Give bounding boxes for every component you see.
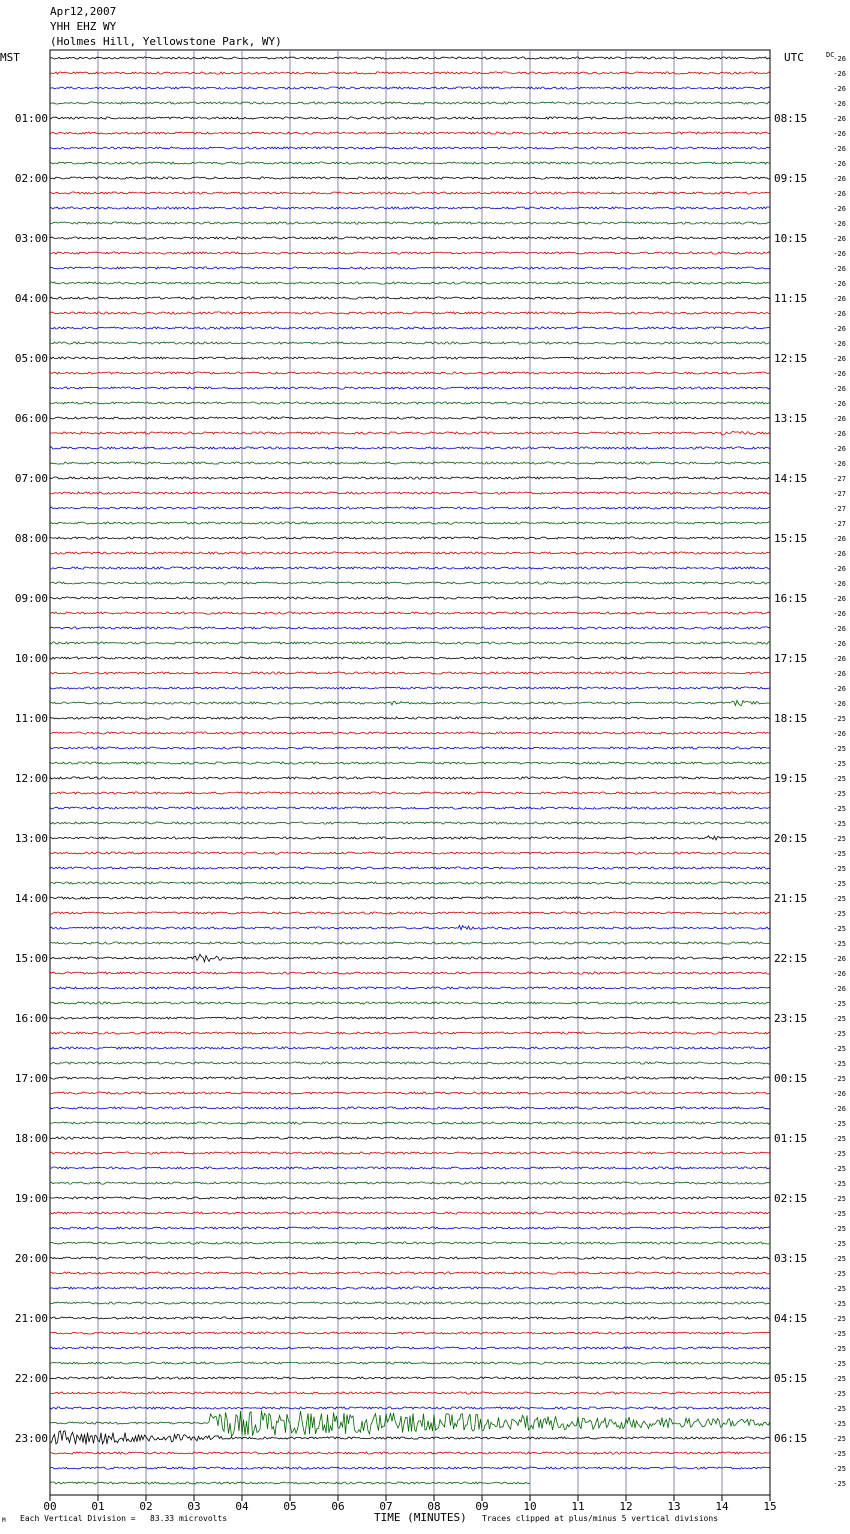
trace-row-6 — [50, 147, 770, 149]
x-tick-label-08: 08 — [427, 1500, 441, 1513]
left-time-label: 22:00 — [14, 1372, 48, 1385]
trace-row-57 — [50, 912, 770, 914]
dc-offset-83: -25 — [833, 1300, 846, 1308]
trace-row-62 — [50, 987, 770, 989]
dc-offset-15: -26 — [833, 280, 846, 288]
trace-row-27 — [50, 462, 770, 464]
dc-offset-17: -26 — [833, 310, 846, 318]
trace-row-10 — [50, 207, 770, 209]
left-time-label: 05:00 — [14, 352, 48, 365]
left-time-label: 16:00 — [14, 1012, 48, 1025]
x-tick-label-04: 04 — [235, 1500, 249, 1513]
right-time-label: 12:15 — [774, 352, 808, 365]
dc-offset-4: -26 — [833, 115, 846, 123]
trace-row-19 — [50, 342, 770, 344]
x-tick-label-07: 07 — [379, 1500, 393, 1513]
left-timezone-label: MST — [0, 51, 20, 64]
dc-offset-70: -26 — [833, 1105, 846, 1113]
trace-row-72 — [50, 1137, 770, 1139]
x-tick-label-15: 15 — [763, 1500, 777, 1513]
dc-offset-75: -25 — [833, 1180, 846, 1188]
trace-row-69 — [50, 1092, 770, 1094]
trace-row-50 — [50, 807, 770, 809]
corner-mark: M — [2, 1517, 6, 1524]
dc-offset-3: -26 — [833, 100, 846, 108]
trace-row-92 — [50, 1431, 770, 1445]
date-label: Apr12,2007 — [50, 5, 117, 18]
trace-row-61 — [50, 972, 770, 974]
dc-offset-1: -26 — [833, 70, 846, 78]
dc-offset-58: -25 — [833, 925, 846, 933]
trace-row-33 — [50, 552, 770, 554]
trace-row-42 — [50, 687, 770, 689]
dc-offset-2: -26 — [833, 85, 846, 93]
trace-row-8 — [50, 177, 770, 179]
dc-offset-36: -26 — [833, 595, 846, 603]
left-time-label: 11:00 — [14, 712, 48, 725]
right-time-label: 16:15 — [774, 592, 808, 605]
dc-offset-55: -25 — [833, 880, 846, 888]
dc-offset-90: -25 — [833, 1405, 846, 1413]
trace-row-5 — [50, 132, 770, 134]
right-time-label: 20:15 — [774, 832, 808, 845]
dc-offset-71: -25 — [833, 1120, 846, 1128]
left-time-label: 10:00 — [14, 652, 48, 665]
trace-row-40 — [50, 657, 770, 659]
dc-offset-86: -25 — [833, 1345, 846, 1353]
trace-row-44 — [50, 717, 770, 719]
trace-row-16 — [50, 297, 770, 299]
trace-row-20 — [50, 357, 770, 359]
trace-row-18 — [50, 327, 770, 329]
dc-offset-56: -25 — [833, 895, 846, 903]
trace-row-63 — [50, 1002, 770, 1004]
left-time-label: 18:00 — [14, 1132, 48, 1145]
x-tick-label-11: 11 — [571, 1500, 585, 1513]
right-time-label: 08:15 — [774, 112, 808, 125]
trace-row-9 — [50, 192, 770, 194]
dc-offset-68: -25 — [833, 1075, 846, 1083]
dc-offset-89: -25 — [833, 1390, 846, 1398]
dc-offset-81: -25 — [833, 1270, 846, 1278]
left-time-label: 09:00 — [14, 592, 48, 605]
trace-row-45 — [50, 732, 770, 734]
x-tick-label-13: 13 — [667, 1500, 681, 1513]
trace-row-93 — [50, 1452, 770, 1454]
dc-offset-7: -26 — [833, 160, 846, 168]
dc-offset-19: -26 — [833, 340, 846, 348]
trace-row-32 — [50, 537, 770, 539]
trace-row-84 — [50, 1317, 770, 1319]
trace-row-15 — [50, 282, 770, 284]
right-time-label: 11:15 — [774, 292, 808, 305]
right-time-label: 14:15 — [774, 472, 808, 485]
dc-offset-49: -25 — [833, 790, 846, 798]
dc-offset-5: -26 — [833, 130, 846, 138]
dc-offset-21: -26 — [833, 370, 846, 378]
trace-row-38 — [50, 627, 770, 629]
right-time-label: 06:15 — [774, 1432, 808, 1445]
dc-offset-84: -25 — [833, 1315, 846, 1323]
dc-offset-76: -25 — [833, 1195, 846, 1203]
right-time-label: 17:15 — [774, 652, 808, 665]
x-tick-label-01: 01 — [91, 1500, 105, 1513]
trace-row-36 — [50, 597, 770, 599]
trace-row-68 — [50, 1077, 770, 1079]
dc-offset-20: -26 — [833, 355, 846, 363]
trace-row-80 — [50, 1257, 770, 1259]
trace-row-14 — [50, 267, 770, 269]
dc-offset-79: -25 — [833, 1240, 846, 1248]
right-time-label: 03:15 — [774, 1252, 808, 1265]
trace-row-31 — [50, 522, 770, 524]
trace-row-37 — [50, 612, 770, 614]
x-axis-title: TIME (MINUTES) — [374, 1511, 467, 1524]
dc-offset-69: -26 — [833, 1090, 846, 1098]
dc-offset-59: -25 — [833, 940, 846, 948]
trace-row-24 — [50, 417, 770, 419]
trace-row-77 — [50, 1212, 770, 1214]
trace-row-53 — [50, 852, 770, 854]
trace-row-71 — [50, 1122, 770, 1124]
trace-row-48 — [50, 777, 770, 779]
left-time-label: 04:00 — [14, 292, 48, 305]
dc-offset-12: -26 — [833, 235, 846, 243]
dc-offset-57: -25 — [833, 910, 846, 918]
dc-offset-51: -25 — [833, 820, 846, 828]
dc-offset-28: -27 — [833, 475, 846, 483]
dc-offset-48: -25 — [833, 775, 846, 783]
trace-row-43 — [50, 700, 770, 705]
trace-row-94 — [50, 1467, 770, 1469]
dc-offset-42: -26 — [833, 685, 846, 693]
dc-offset-22: -26 — [833, 385, 846, 393]
trace-row-88 — [50, 1377, 770, 1379]
dc-offset-18: -26 — [833, 325, 846, 333]
trace-row-81 — [50, 1272, 770, 1274]
left-time-label: 07:00 — [14, 472, 48, 485]
dc-offset-30: -27 — [833, 505, 846, 513]
dc-offset-88: -25 — [833, 1375, 846, 1383]
trace-row-3 — [50, 102, 770, 104]
dc-offset-13: -26 — [833, 250, 846, 258]
trace-row-60 — [50, 954, 770, 962]
dc-offset-8: -26 — [833, 175, 846, 183]
trace-row-39 — [50, 642, 770, 644]
dc-offset-92: -25 — [833, 1435, 846, 1443]
trace-row-46 — [50, 747, 770, 749]
dc-offset-87: -25 — [833, 1360, 846, 1368]
dc-offset-74: -25 — [833, 1165, 846, 1173]
dc-offset-82: -25 — [833, 1285, 846, 1293]
left-time-label: 17:00 — [14, 1072, 48, 1085]
trace-row-64 — [50, 1017, 770, 1019]
x-tick-label-03: 03 — [187, 1500, 201, 1513]
station-label: YHH EHZ WY — [50, 20, 117, 33]
trace-row-4 — [50, 117, 770, 119]
trace-row-70 — [50, 1107, 770, 1109]
trace-row-89 — [50, 1392, 770, 1394]
dc-offset-65: -25 — [833, 1030, 846, 1038]
trace-row-90 — [50, 1407, 770, 1409]
trace-row-75 — [50, 1182, 770, 1184]
x-tick-label-00: 00 — [43, 1500, 57, 1513]
left-time-label: 23:00 — [14, 1432, 48, 1445]
dc-offset-52: -25 — [833, 835, 846, 843]
clip-note: Traces clipped at plus/minus 5 vertical divisions — [482, 1514, 719, 1523]
right-time-label: 10:15 — [774, 232, 808, 245]
dc-offset-53: -25 — [833, 850, 846, 858]
dc-offset-60: -26 — [833, 955, 846, 963]
trace-row-76 — [50, 1197, 770, 1199]
left-time-label: 06:00 — [14, 412, 48, 425]
trace-row-78 — [50, 1227, 770, 1229]
trace-row-91 — [50, 1411, 770, 1437]
trace-row-58 — [50, 925, 770, 929]
dc-offset-27: -26 — [833, 460, 846, 468]
trace-row-86 — [50, 1347, 770, 1349]
right-time-label: 13:15 — [774, 412, 808, 425]
trace-row-23 — [50, 402, 770, 404]
scale-note: Each Vertical Division = 83.33 microvolts — [20, 1514, 228, 1523]
right-time-label: 00:15 — [774, 1072, 808, 1085]
dc-offset-11: -26 — [833, 220, 846, 228]
dc-offset-43: -26 — [833, 700, 846, 708]
right-time-label: 15:15 — [774, 532, 808, 545]
dc-offset-64: -25 — [833, 1015, 846, 1023]
trace-row-59 — [50, 942, 770, 944]
trace-row-13 — [50, 252, 770, 254]
dc-offset-41: -26 — [833, 670, 846, 678]
dc-offset-61: -26 — [833, 970, 846, 978]
dc-offset-77: -25 — [833, 1210, 846, 1218]
trace-row-34 — [50, 567, 770, 569]
dc-offset-26: -26 — [833, 445, 846, 453]
dc-offset-6: -26 — [833, 145, 846, 153]
trace-row-49 — [50, 792, 770, 794]
x-tick-label-10: 10 — [523, 1500, 537, 1513]
trace-row-52 — [50, 836, 770, 840]
dc-offset-45: -26 — [833, 730, 846, 738]
dc-offset-25: -26 — [833, 430, 846, 438]
trace-row-11 — [50, 222, 770, 224]
trace-row-26 — [50, 447, 770, 449]
dc-offset-16: -26 — [833, 295, 846, 303]
right-time-label: 21:15 — [774, 892, 808, 905]
left-time-label: 20:00 — [14, 1252, 48, 1265]
trace-row-28 — [50, 477, 770, 479]
dc-offset-39: -26 — [833, 640, 846, 648]
dc-offset-37: -26 — [833, 610, 846, 618]
right-time-label: 09:15 — [774, 172, 808, 185]
trace-row-55 — [50, 882, 770, 884]
trace-row-21 — [50, 372, 770, 374]
trace-row-56 — [50, 897, 770, 899]
trace-row-65 — [50, 1032, 770, 1034]
dc-offset-47: -25 — [833, 760, 846, 768]
trace-row-79 — [50, 1242, 770, 1244]
trace-row-66 — [50, 1047, 770, 1049]
location-label: (Holmes Hill, Yellowstone Park, WY) — [50, 35, 282, 48]
dc-offset-23: -26 — [833, 400, 846, 408]
trace-row-67 — [50, 1062, 770, 1064]
left-time-label: 08:00 — [14, 532, 48, 545]
trace-row-17 — [50, 312, 770, 314]
trace-row-35 — [50, 582, 770, 584]
dc-offset-50: -25 — [833, 805, 846, 813]
x-tick-label-05: 05 — [283, 1500, 297, 1513]
x-tick-label-02: 02 — [139, 1500, 153, 1513]
left-time-label: 13:00 — [14, 832, 48, 845]
trace-row-30 — [50, 507, 770, 509]
dc-offset-72: -25 — [833, 1135, 846, 1143]
trace-row-2 — [50, 87, 770, 89]
dc-offset-34: -26 — [833, 565, 846, 573]
left-time-label: 12:00 — [14, 772, 48, 785]
trace-row-29 — [50, 492, 770, 494]
dc-offset-46: -25 — [833, 745, 846, 753]
trace-row-1 — [50, 72, 770, 74]
dc-offset-9: -26 — [833, 190, 846, 198]
trace-row-85 — [50, 1332, 770, 1334]
dc-header-label: DC — [826, 51, 835, 59]
dc-offset-85: -25 — [833, 1330, 846, 1338]
dc-offset-33: -26 — [833, 550, 846, 558]
dc-offset-94: -25 — [833, 1465, 846, 1473]
dc-offset-91: -25 — [833, 1420, 846, 1428]
left-time-label: 01:00 — [14, 112, 48, 125]
x-tick-label-09: 09 — [475, 1500, 489, 1513]
dc-offset-0: -26 — [833, 55, 846, 63]
trace-row-83 — [50, 1302, 770, 1304]
trace-row-74 — [50, 1167, 770, 1169]
dc-offset-35: -26 — [833, 580, 846, 588]
dc-offset-62: -26 — [833, 985, 846, 993]
left-time-label: 21:00 — [14, 1312, 48, 1325]
left-time-label: 14:00 — [14, 892, 48, 905]
dc-offset-44: -25 — [833, 715, 846, 723]
x-tick-label-12: 12 — [619, 1500, 633, 1513]
right-time-label: 19:15 — [774, 772, 808, 785]
trace-row-47 — [50, 762, 770, 764]
left-time-label: 03:00 — [14, 232, 48, 245]
dc-offset-93: -25 — [833, 1450, 846, 1458]
dc-offset-10: -26 — [833, 205, 846, 213]
right-time-label: 23:15 — [774, 1012, 808, 1025]
right-time-label: 18:15 — [774, 712, 808, 725]
trace-row-7 — [50, 162, 770, 164]
x-tick-label-06: 06 — [331, 1500, 345, 1513]
trace-row-12 — [50, 237, 770, 239]
left-time-label: 19:00 — [14, 1192, 48, 1205]
trace-row-25 — [50, 431, 770, 435]
right-timezone-label: UTC — [784, 51, 804, 64]
dc-offset-31: -27 — [833, 520, 846, 528]
right-time-label: 22:15 — [774, 952, 808, 965]
right-time-label: 02:15 — [774, 1192, 808, 1205]
right-time-label: 05:15 — [774, 1372, 808, 1385]
trace-row-41 — [50, 672, 770, 674]
trace-row-54 — [50, 867, 770, 869]
dc-offset-32: -26 — [833, 535, 846, 543]
right-time-label: 04:15 — [774, 1312, 808, 1325]
dc-offset-73: -25 — [833, 1150, 846, 1158]
dc-offset-14: -26 — [833, 265, 846, 273]
dc-offset-78: -25 — [833, 1225, 846, 1233]
dc-offset-24: -26 — [833, 415, 846, 423]
dc-offset-54: -25 — [833, 865, 846, 873]
left-time-label: 02:00 — [14, 172, 48, 185]
trace-row-73 — [50, 1152, 770, 1154]
dc-offset-38: -26 — [833, 625, 846, 633]
trace-row-82 — [50, 1287, 770, 1289]
trace-row-87 — [50, 1362, 770, 1364]
dc-offset-29: -27 — [833, 490, 846, 498]
trace-row-22 — [50, 387, 770, 389]
trace-row-51 — [50, 822, 770, 824]
x-tick-label-14: 14 — [715, 1500, 729, 1513]
dc-offset-80: -25 — [833, 1255, 846, 1263]
dc-offset-95: -25 — [833, 1480, 846, 1488]
left-time-label: 15:00 — [14, 952, 48, 965]
right-time-label: 01:15 — [774, 1132, 808, 1145]
dc-offset-63: -25 — [833, 1000, 846, 1008]
dc-offset-40: -26 — [833, 655, 846, 663]
dc-offset-66: -25 — [833, 1045, 846, 1053]
dc-offset-67: -25 — [833, 1060, 846, 1068]
trace-row-0 — [50, 57, 770, 59]
